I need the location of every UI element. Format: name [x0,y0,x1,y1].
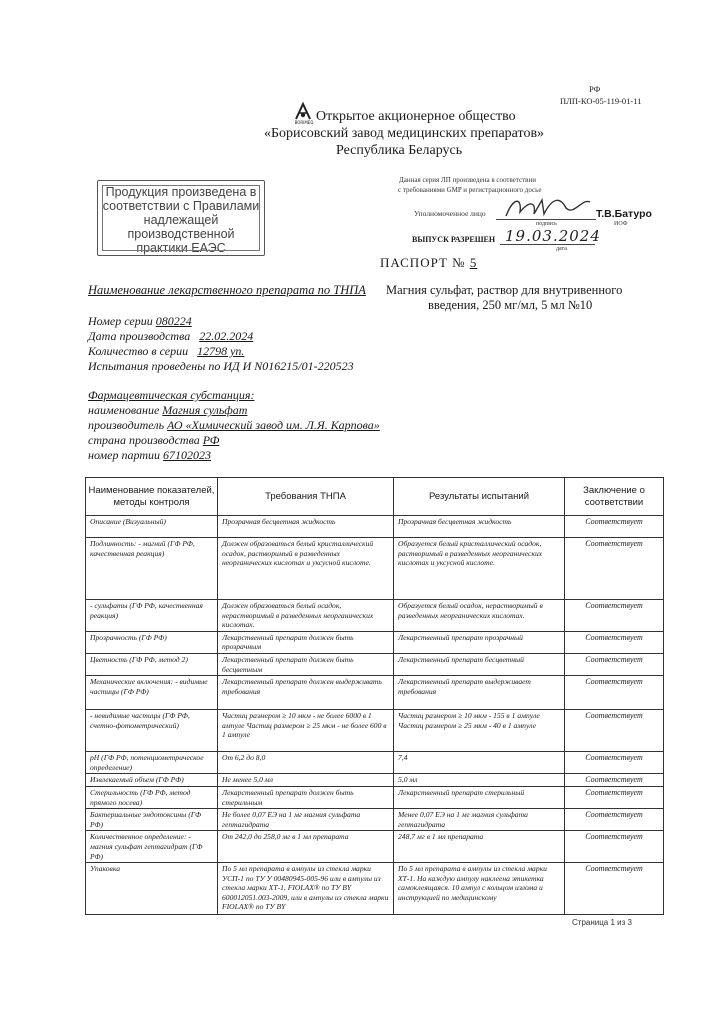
stamp-line-3: надлежащей производственной [127,213,235,241]
cell-indicator: - сульфаты (ГФ РФ, качественная реакция) [86,600,218,632]
cell-indicator: Цветность (ГФ РФ, метод 2) [86,653,218,675]
series-quantity-label: Количество в серии [88,344,189,358]
table-row [86,516,664,538]
gmp-stamp [97,180,265,256]
release-note-2: с требованиями GMP и регистрационного досье [398,186,542,194]
table-row [86,774,664,787]
cell-indicator: Бактериальные эндотоксины (ГФ РФ) [86,809,218,831]
cell-result: 5,0 мл [394,774,565,787]
cell-result: По 5 мл препарата в ампулы из стекла марки ХТ-1. На каждую ампулу наклеена этикетка самоклеящаяся. 10 ампул с кольцом излома и инструкцией по медицинскому [394,863,565,915]
cell-conclusion: Соответствует [565,752,664,774]
name-caption: ИОФ [614,221,628,227]
header-line-2: «Борисовский завод медицинских препаратов» [264,126,545,141]
table-row [86,809,664,831]
substance-country-label: страна производства [88,433,200,447]
passport-title-label: ПАСПОРТ № [380,255,466,270]
cell-indicator: Механические включения: - видимые частицы (ГФ РФ) [86,676,218,710]
cell-result: Менее 0,07 ЕЭ на 1 мг магния сульфата гептагидрата [394,809,565,831]
cell-conclusion: Соответствует [565,809,664,831]
passport-title [380,255,477,271]
cell-conclusion: Соответствует [565,786,664,808]
cell-result: 7,4 [394,752,565,774]
substance-batch-row [88,448,211,463]
cell-indicator: Извлекаемый объем (ГФ РФ) [86,774,218,787]
cell-result: Образуется белый осадок, нерастворимый в разведенных неорганических кислотах. [394,600,565,632]
substance-batch-label: номер партии [88,448,160,462]
substance-manufacturer-label: производитель [88,418,165,432]
passport-number: 5 [469,255,478,270]
page-number: Страница 1 из 3 [572,918,632,927]
cell-result: Лекарственный препарат прозрачный [394,631,565,653]
cell-conclusion: Соответствует [565,676,664,710]
cell-conclusion: Соответствует [565,863,664,915]
cell-conclusion: Соответствует [565,516,664,538]
cell-requirement: Должен образоваться белый кристаллический осадок, растворимый в разведенных неорганических кислотах и уксусной кислоте. [218,538,394,600]
cell-conclusion: Соответствует [565,710,664,752]
signature-caption: подпись [536,221,557,227]
substance-heading: Фармацевтическая субстанция: [88,388,255,402]
cell-requirement: Лекарственный препарат должен выдерживать требования [218,676,394,710]
cell-indicator: - невидимые частицы (ГФ РФ, счетно-фотометрический) [86,710,218,752]
product-name-value-2: введения, 250 мг/мл, 5 мл №10 [428,298,593,312]
cell-indicator: Упаковка [86,863,218,915]
product-name-value-1: Магния сульфат, раствор для внутривенного [386,283,623,297]
release-date-line [500,244,595,245]
table-row [86,863,664,915]
stamp-line-4: практики ЕАЭС [136,241,226,255]
cell-requirement: От 6,2 до 8,0 [218,752,394,774]
cell-result: Образуется белый кристаллический осадок, растворимый в разведенных неорганических кислотах и уксусной кислоте. [394,538,565,600]
cell-conclusion: Соответствует [565,600,664,632]
doc-code: ПЛП-КО-05-119-01-11 [560,96,642,106]
cell-requirement: От 242,0 до 258,0 мг в 1 мл препарата [218,831,394,863]
product-name-label: Наименование лекарственного препарата по ТНПА [88,283,366,297]
substance-batch-value: 67102023 [163,448,211,462]
cell-requirement: Лекарственный препарат должен быть стерильным [218,786,394,808]
authorized-label: Уполномоченное лицо [414,209,486,218]
company-logo [292,101,314,125]
substance-country-value: РФ [202,433,220,447]
logo-text: BORIMED [294,120,314,125]
cell-conclusion: Соответствует [565,653,664,675]
header-line-1: Открытое акционерное общество [316,109,516,124]
cell-conclusion: Соответствует [565,774,664,787]
table-row [86,676,664,710]
cell-result: Лекарственный препарат стерильный [394,786,565,808]
cell-requirement: Прозрачная бесцветная жидкость [218,516,394,538]
cell-conclusion: Соответствует [565,831,664,863]
cell-result: Частиц размером ≥ 10 мкм - 155 в 1 ампуле Частиц размером ≥ 25 мкм - 40 в 1 ампуле [394,710,565,752]
cell-conclusion: Соответствует [565,631,664,653]
tests-line: Испытания проведены по ИД И N016215/01-220523 [88,359,354,373]
cell-requirement: Не более 0,07 ЕЭ на 1 мг магния сульфата гептагидрата [218,809,394,831]
table-row [86,710,664,752]
table-row [86,600,664,632]
series-quantity-row [88,344,244,359]
header-line-3: Республика Беларусь [336,143,463,158]
table-row [86,831,664,863]
release-date: 19.03.2024 [505,227,601,245]
cell-indicator: Описание (Визуальный) [86,516,218,538]
stamp-line-1: Продукция произведена в [105,185,257,199]
table-row [86,631,664,653]
cell-indicator: Стерильность (ГФ РФ, метод прямого посева) [86,786,218,808]
substance-name-value: Магния сульфат [162,403,248,417]
cell-result: 248,7 мг в 1 мл препарата [394,831,565,863]
cell-indicator: pH (ГФ РФ, потенциометрическое определение) [86,752,218,774]
authorized-name: Т.В.Батуро [596,208,652,220]
substance-manufacturer-value: АО «Химический завод им. Л.Я. Карпова» [167,418,380,432]
stamp-border [102,185,260,251]
table-row [86,752,664,774]
cell-result: Прозрачная бесцветная жидкость [394,516,565,538]
series-number-row [88,314,192,329]
table-row [86,538,664,600]
stamp-line-2: соответствии с Правилами [102,199,260,213]
cell-requirement: Частиц размером ≥ 10 мкм - не более 6000 в 1 ампуле Частиц размером ≥ 25 мкм - не более 600 в 1 ампуле [218,710,394,752]
date-caption: дата [556,246,567,252]
cell-requirement: Должен образоваться белый осадок, нерастворимый в разведенных неорганических кислотах. [218,600,394,632]
substance-country-row [88,433,219,448]
production-date-label: Дата производства [88,329,191,343]
substance-name-row [88,403,247,418]
substance-name-label: наименование [88,403,160,417]
table-header-row [86,478,664,516]
doc-code-country: РФ [589,84,601,94]
cell-indicator: Количественное определение: - магния сульфат гептагидрат (ГФ РФ) [86,831,218,863]
release-note-1: Данная серия ЛП произведена в соответствии [399,176,536,184]
cell-requirement: По 5 мл препарата в ампулы из стекла марки УСП-1 по ТУ У 00480945-005-96 или в ампулы из стекла марки ХТ-1, FIOLAX® по ТУ BY 600012051.003-2009, или в ампулы из стекла марки FIOLAX® по ТУ BY [218,863,394,915]
cell-requirement: Лекарственный препарат должен быть бесцветным [218,653,394,675]
substance-manufacturer-row [88,418,380,433]
results-table [85,477,664,915]
release-label: ВЫПУСК РАЗРЕШЕН [412,235,496,244]
series-number-value: 080224 [155,314,192,328]
cell-indicator: Подлинность: - магний (ГФ РФ, качественная реакция) [86,538,218,600]
cell-requirement: Лекарственный препарат должен быть прозрачным [218,631,394,653]
cell-conclusion: Соответствует [565,538,664,600]
series-quantity-value: 12798 уп. [197,344,245,358]
production-date-row [88,329,253,344]
cell-result: Лекарственный препарат бесцветный [394,653,565,675]
series-number-label: Номер серии [88,314,153,328]
cell-result: Лекарственный препарат выдерживает требования [394,676,565,710]
cell-indicator: Прозрачность (ГФ РФ) [86,631,218,653]
col-header-indicators: Наименование показателей, методы контроля [86,478,218,516]
col-header-conclusion: Заключение о соответствии [565,478,664,516]
col-header-results: Результаты испытаний [394,478,565,516]
table-row [86,786,664,808]
col-header-requirements: Требования ТНПА [218,478,394,516]
production-date-value: 22.02.2024 [199,329,254,343]
cell-requirement: Не менее 5,0 мл [218,774,394,787]
table-row [86,653,664,675]
